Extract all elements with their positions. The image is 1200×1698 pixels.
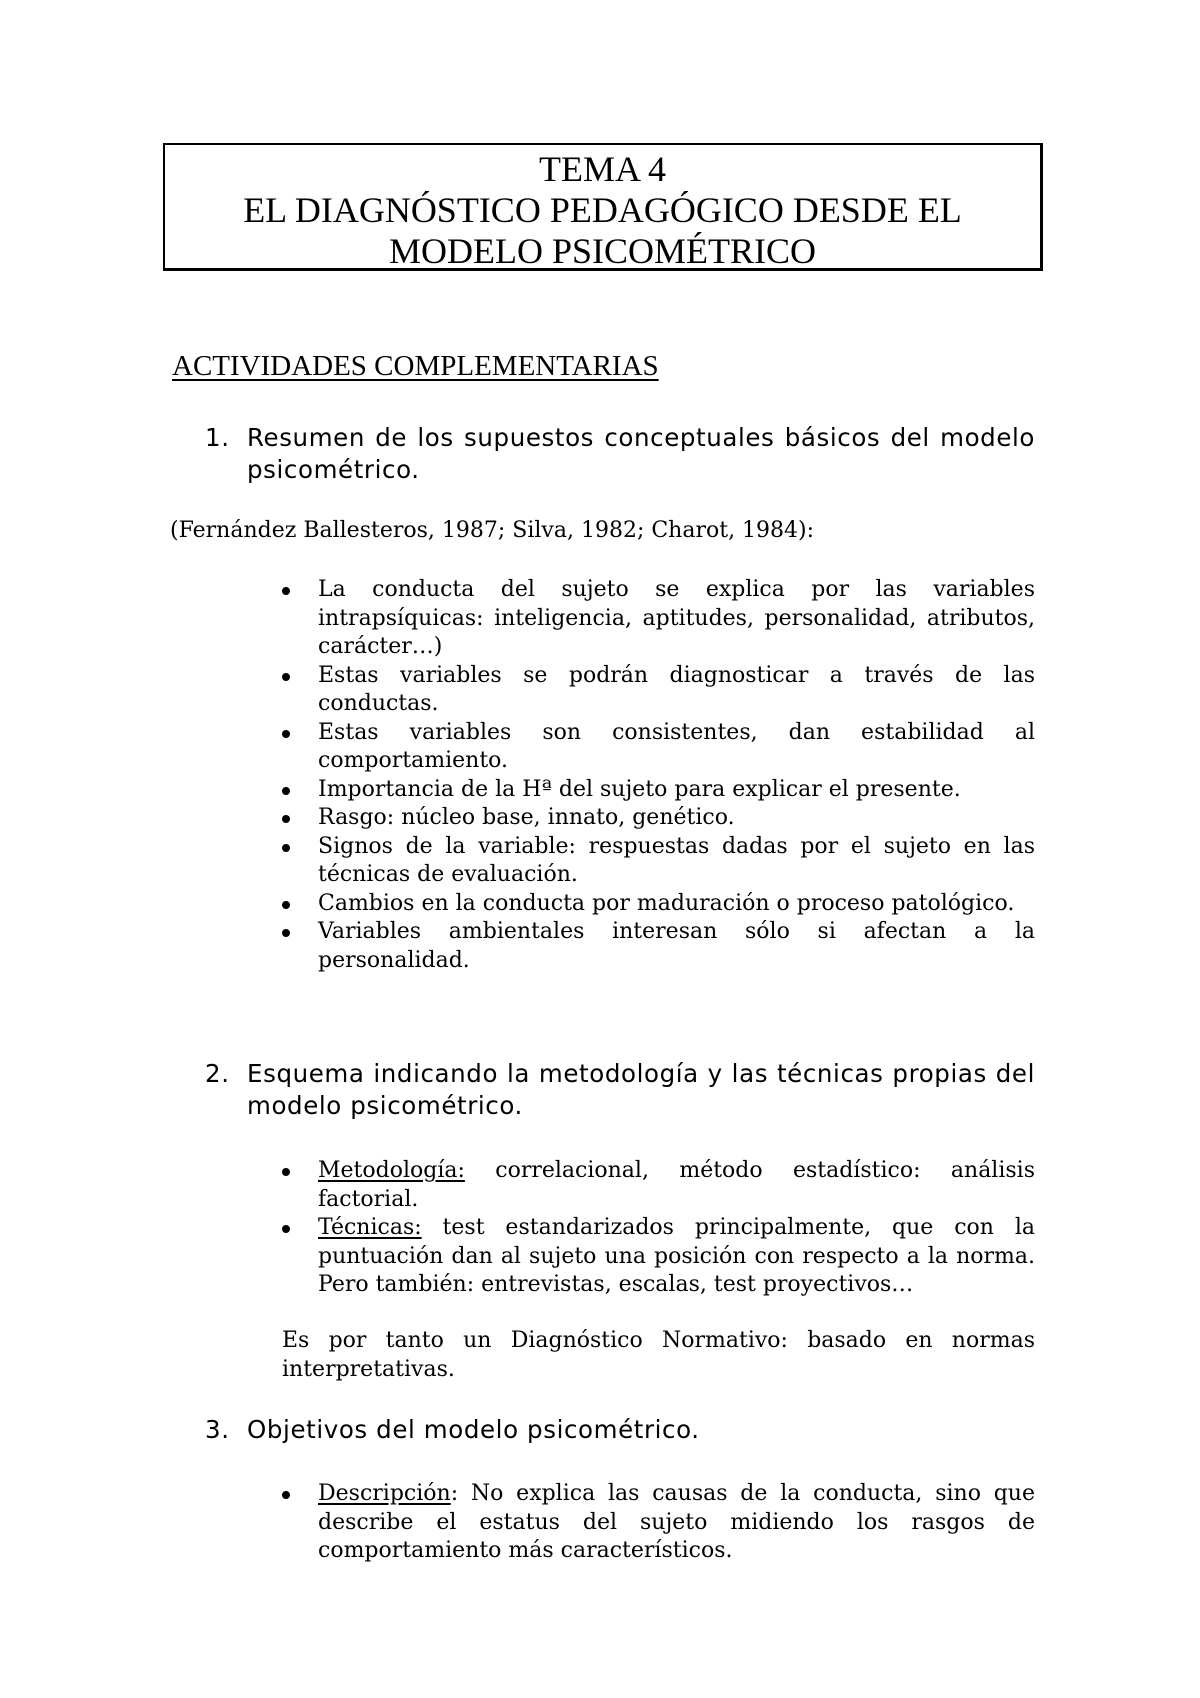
title-line-1: TEMA 4	[538, 149, 666, 189]
conclusion-paragraph: Es por tanto un Diagnóstico Normativo: basado en normas interpretativas.	[282, 1328, 1035, 1382]
list-item: La conducta del sujeto se explica por las variables intrapsíquicas: inteligencia, aptitudes, personalidad, atributos, carácter…)	[280, 576, 1035, 662]
question-1	[205, 422, 1035, 486]
question-2-bullet-list	[280, 1157, 1035, 1300]
title-box	[163, 143, 1043, 271]
list-item: Rasgo: núcleo base, innato, genético.	[280, 804, 1035, 833]
section-heading: ACTIVIDADES COMPLEMENTARIAS	[172, 350, 659, 382]
list-item: Importancia de la Hª del sujeto para explicar el presente.	[280, 776, 1035, 805]
question-3-bullet-list	[280, 1480, 1035, 1566]
question-3-text: Objetivos del modelo psicométrico.	[247, 1415, 700, 1444]
question-3	[205, 1414, 1035, 1446]
list-item: Variables ambientales interesan sólo si afectan a la personalidad.	[280, 918, 1035, 975]
list-item	[280, 1214, 1035, 1300]
list-item: Estas variables son consistentes, dan estabilidad al comportamiento.	[280, 719, 1035, 776]
citation: (Fernández Ballesteros, 1987; Silva, 1982; Charot, 1984):	[170, 518, 815, 543]
question-2	[205, 1058, 1035, 1122]
title-line-3: MODELO PSICOMÉTRICO	[388, 231, 817, 271]
bullet-label-tecnicas: Técnicas:	[318, 1215, 422, 1240]
list-item	[280, 1480, 1035, 1566]
bullet-label-descripcion: Descripción	[318, 1481, 451, 1506]
bullet-label-metodologia: Metodología:	[318, 1158, 465, 1183]
question-1-bullet-list	[280, 576, 1035, 975]
question-3-number: 3.	[205, 1415, 230, 1444]
list-item: Estas variables se podrán diagnosticar a través de las conductas.	[280, 662, 1035, 719]
bullet-text: : No explica las causas de la conducta, sino que describe el estatus del sujeto midiendo los rasgos de comportamiento más característicos.	[318, 1481, 1035, 1563]
list-item	[280, 1157, 1035, 1214]
bullet-text: test estandarizados principalmente, que con la puntuación dan al sujeto una posición con respecto a la norma. Pero también: entrevistas, escalas, test proyectivos…	[318, 1215, 1035, 1297]
list-item: Signos de la variable: respuestas dadas por el sujeto en las técnicas de evaluación.	[280, 833, 1035, 890]
question-1-text: Resumen de los supuestos conceptuales básicos del modelo psicométrico.	[247, 423, 1035, 484]
list-item: Cambios en la conducta por maduración o proceso patológico.	[280, 890, 1035, 919]
question-2-number: 2.	[205, 1059, 230, 1088]
bullet-text: correlacional, método estadístico: análisis factorial.	[318, 1158, 1035, 1212]
title-line-2: EL DIAGNÓSTICO PEDAGÓGICO DESDE EL	[243, 190, 962, 230]
question-2-text: Esquema indicando la metodología y las técnicas propias del modelo psicométrico.	[247, 1059, 1035, 1120]
question-1-number: 1.	[205, 423, 230, 452]
